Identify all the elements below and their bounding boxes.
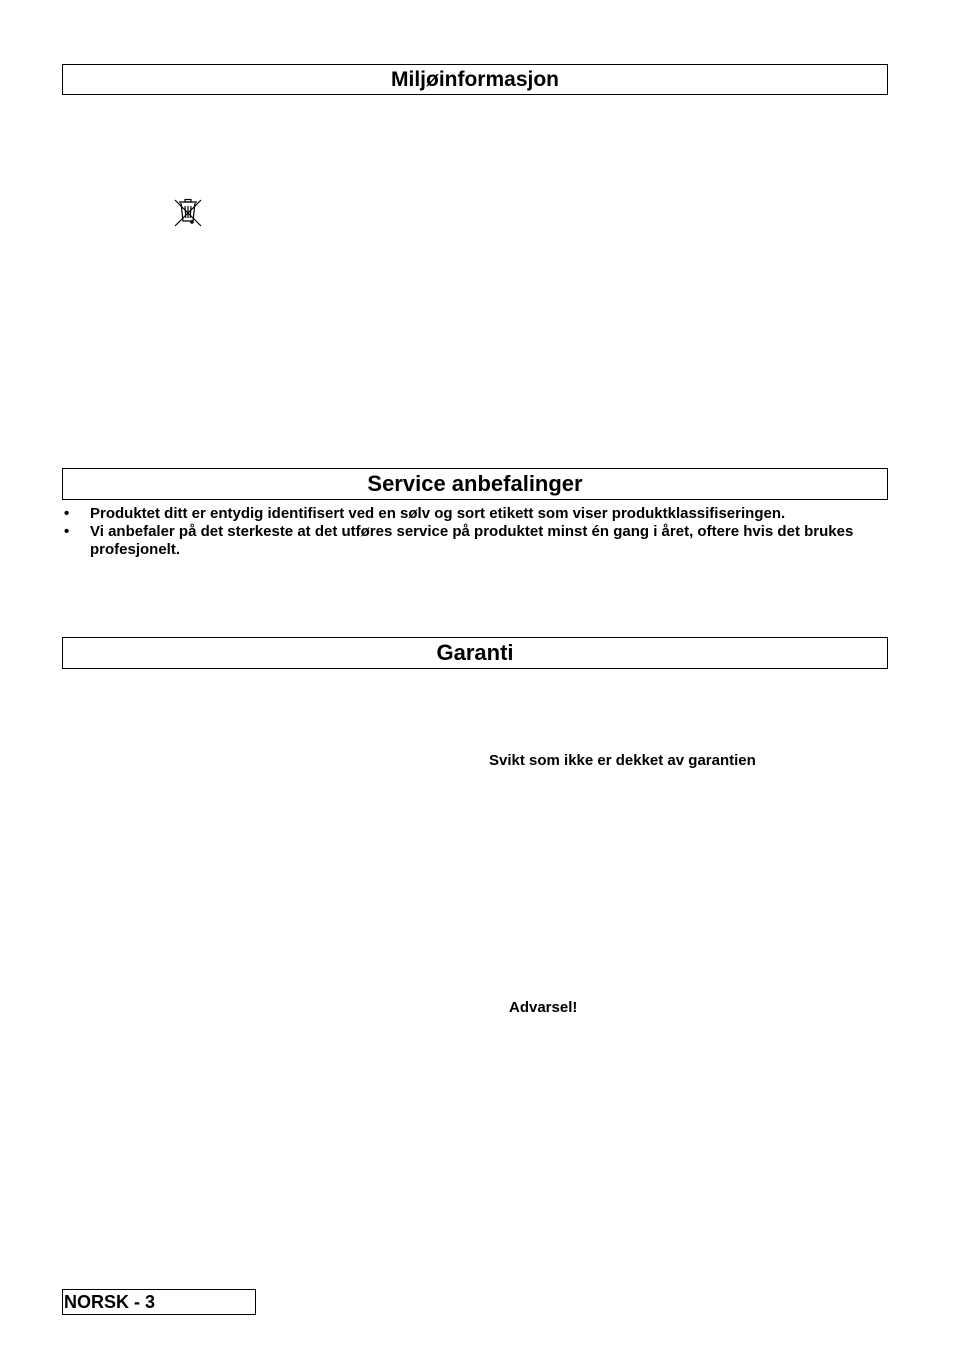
bullet-marker: • (64, 505, 70, 522)
service-bullet-list (62, 505, 888, 559)
bullet-text: Produktet ditt er entydig identifisert ved en sølv og sort etikett som viser produktklassifiseringen. (90, 505, 786, 522)
subheading-svikt: Svikt som ikke er dekket av garantien (489, 752, 756, 769)
section-title-garanti: Garanti (62, 637, 888, 669)
section-title-service-anbefalinger: Service anbefalinger (62, 468, 888, 500)
bullet-text: Vi anbefaler på det sterkeste at det utføres service på produktet minst én gang i året, oftere hvis det brukes profesjonelt. (90, 523, 854, 558)
list-item (62, 505, 888, 523)
bullet-marker: • (64, 523, 70, 540)
section-title-miljoinformasjon: Miljøinformasjon (62, 64, 888, 95)
list-item (62, 523, 888, 559)
subheading-advarsel: Advarsel! (509, 999, 578, 1016)
page-number-label: NORSK - 3 (62, 1289, 256, 1315)
crossed-out-wheelie-bin-icon (172, 196, 204, 228)
